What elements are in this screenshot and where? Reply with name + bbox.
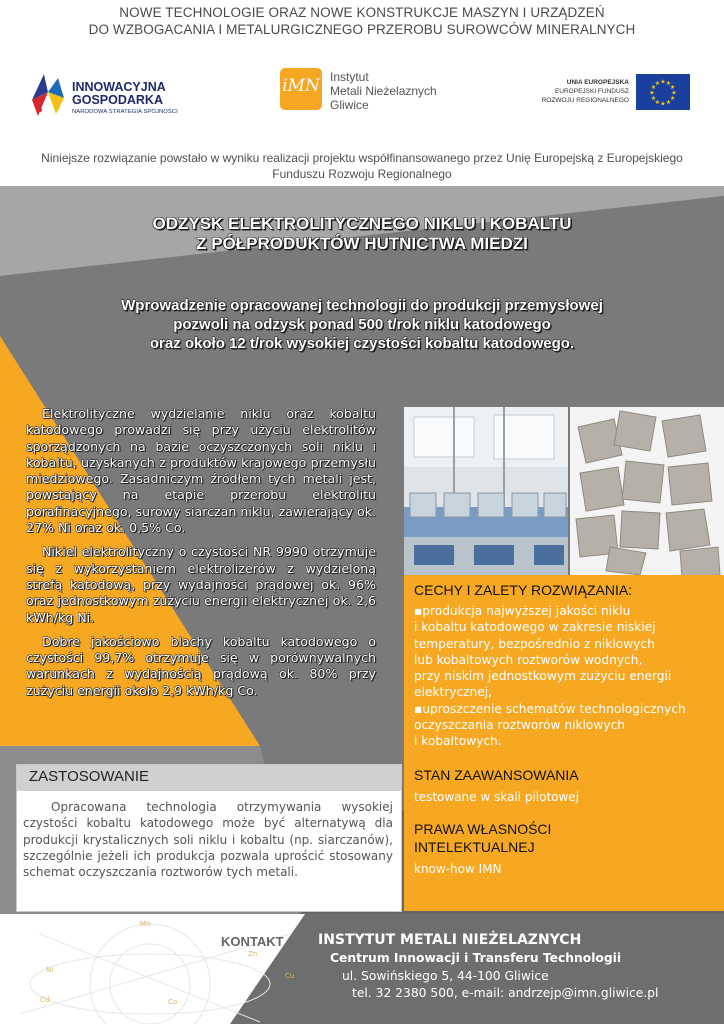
zastosowanie-box: [17, 765, 401, 911]
imn-text-line-3: Gliwice: [330, 98, 369, 112]
cofunding-note-line-2: Funduszu Rozwoju Regionalnego: [272, 167, 452, 181]
prawa-text: know-how IMN: [414, 861, 502, 876]
prawa-heading-line-1: PRAWA WŁASNOŚCI: [414, 820, 552, 837]
element-symbol: Cu: [285, 972, 295, 980]
imn-text-line-2: Metali Nieżelaznych: [330, 84, 437, 98]
process-description: [26, 406, 376, 707]
stan-text: testowane w skali pilotowej: [414, 789, 580, 804]
intro-line-2: pozwoli na odzysk ponad 500 t/rok niklu katodowego: [173, 316, 551, 333]
page-header-title: [0, 4, 724, 38]
eu-text-line-3: ROZWOJU REGIONALNEGO: [541, 97, 629, 104]
bullet-icon: ▪: [414, 701, 423, 716]
element-symbol: Cd: [40, 996, 50, 1004]
element-symbol: Mn: [140, 920, 151, 928]
element-symbol: Zn: [248, 950, 258, 958]
main-banner: [0, 186, 724, 914]
feature-1-line: produkcja najwyższej jakości niklu: [422, 604, 631, 618]
cathode-sheets-photo: [570, 407, 724, 577]
features-panel: [404, 575, 724, 911]
main-title-line-2: Z PÓŁPRODUKTÓW HUTNICTWA MIEDZI: [196, 234, 528, 253]
ig-name-line-2: GOSPODARKA: [72, 93, 163, 107]
feature-2-line: i kobaltowych.: [414, 734, 502, 749]
eu-star-icon: ★: [665, 100, 672, 107]
element-symbol: Co: [168, 998, 178, 1006]
feature-1-line: i kobaltu katodowego w zakresie niskiej: [414, 620, 656, 635]
zastosowanie-text: Opracowana technologia otrzymywania wysokiej czystości kobaltu katodowego może być alternatywą dla produkcji krystalicznych soli niklu i kobaltu (np. siarczanów), szczególnie jeżeli ich produkcja pozwala uprościć stosowany schemat oczyszczania roztworów tych metali.: [23, 800, 393, 880]
eu-star-icon: ★: [660, 101, 666, 108]
intro-line-1: Wprowadzenie opracowanej technologii do produkcji przemysłowej: [121, 297, 603, 314]
eu-star-icon: ★: [669, 96, 676, 102]
eu-star-icon: ★: [665, 80, 672, 87]
contact-footer: [0, 914, 724, 1024]
description-paragraph-2: Nikiel elektrolityczny o czystości NR 9990 otrzymuje się z wykorzystaniem elektrolizerów z wydzieloną strefą katodową, przy wydajności prądowej ok. 96% oraz jednostkowym zużyciu energii elektrycznej ok. 2,6 kWh/kg Ni.: [26, 544, 376, 625]
institute-name: INSTYTUT METALI NIEŻELAZNYCH: [318, 932, 582, 948]
prawa-heading: [414, 820, 714, 856]
main-title: [0, 214, 724, 254]
kontakt-label: KONTAKT: [221, 934, 284, 949]
electrolysis-lab-photo: [404, 407, 568, 577]
feature-item-2: [414, 701, 714, 750]
cofunding-note-line-1: Niniejsze rozwiązanie powstało w wyniku realizacji projektu współfinansowanego przez Unię Europejską z Europejskiego: [41, 151, 683, 165]
innowacyjna-gospodarka-logo: [22, 66, 202, 124]
imn-mark-text: iMN: [282, 76, 320, 96]
feature-2-line: oczyszczania roztworów niklowych: [414, 718, 625, 733]
bullet-icon: ▪: [414, 604, 423, 618]
eu-star-icon: ★: [654, 80, 661, 87]
eu-star-icon: ★: [650, 96, 657, 102]
description-paragraph-3: Dobre jakościowo blachy kobaltu katodowego o czystości 99,7% otrzymuje się w porównywalnych warunkach z wydajnością prądową ok. 80% przy zużyciu energii około 2,9 kWh/kg Co.: [26, 633, 376, 698]
feature-2-line: uproszczenie schematów technologicznych: [422, 701, 686, 716]
prawa-heading-line-2: INTELEKTUALNEJ: [414, 838, 535, 855]
address: ul. Sowińskiego 5, 44-100 Gliwice: [342, 968, 549, 983]
main-title-line-1: ODZYSK ELEKTROLITYCZNEGO NIKLU I KOBALTU: [152, 214, 572, 233]
feature-1-line: elektrycznej,: [414, 685, 493, 700]
ig-subtitle: NARODOWA STRATEGIA SPÓJNOŚCI: [72, 109, 178, 115]
eu-flag-icon: [636, 74, 690, 110]
eu-star-icon: ★: [669, 85, 676, 91]
feature-1-line: lub kobaltowych roztworów wodnych,: [414, 652, 643, 667]
contact-details: [318, 930, 658, 1003]
imn-text-line-1: Instytut: [330, 70, 369, 84]
header-title-line-2: DO WZBOGACANIA I METALURGICZNEGO PRZEROBU SUROWCÓW MINERALNYCH: [88, 22, 636, 37]
element-symbol: Ni: [46, 966, 54, 974]
eu-star-icon: ★: [660, 79, 666, 86]
imn-logo: [280, 64, 480, 122]
eu-star-icon: ★: [654, 100, 661, 107]
ig-star-icon: [28, 70, 68, 118]
imn-mark: [280, 68, 322, 110]
cofunding-note: [0, 150, 724, 182]
features-heading: CECHY I ZALETY ROZWIĄZANIA:: [414, 582, 633, 598]
description-paragraph-1: Elektrolityczne wydzielanie niklu oraz kobaltu katodowego prowadzi się przy użyciu elektrolitów sporządzonych na bazie oczyszczonych soli niklu i kobaltu, uzyskanych z produktów krajowego przemysłu miedziowego. Zasadniczym źródłem tych metali jest, powstający na etapie przerobu elektrolitu porafinacyjnego, surowy siarczan niklu, zawierający ok. 27% Ni oraz ok. 0,5% Co.: [26, 406, 376, 536]
centre-name: Centrum Innowacji i Transferu Technologii: [330, 951, 622, 965]
contact-line: tel. 32 2380 500, e-mail: andrzejp@imn.gliwice.pl: [352, 986, 659, 1000]
header-title-line-1: NOWE TECHNOLOGIE ORAZ NOWE KONSTRUKCJE MASZYN I URZĄDZEŃ: [119, 5, 605, 20]
zastosowanie-heading: ZASTOSOWANIE: [17, 765, 401, 791]
stan-heading: STAN ZAAWANSOWANIA: [414, 766, 579, 783]
feature-1-line: temperatury, bezpośrednio z niklowych: [414, 636, 655, 651]
features-list: [414, 603, 714, 750]
eu-star-icon: ★: [650, 85, 657, 91]
eu-logo: [526, 74, 696, 114]
logo-row: [0, 62, 724, 126]
eu-star-icon: ★: [671, 90, 677, 97]
eu-text-line-2: EUROPEJSKI FUNDUSZ: [554, 88, 629, 95]
feature-item-1: [414, 603, 714, 701]
ig-name-line-1: INNOWACYJNA: [72, 80, 166, 94]
eu-star-icon: ★: [649, 90, 655, 97]
eu-text-line-1: UNIA EUROPEJSKA: [566, 79, 629, 86]
feature-1-line: przy niskim jednostkowym zużyciu energii: [414, 669, 672, 684]
intro-text: [60, 296, 664, 353]
intro-line-3: oraz około 12 t/rok wysokiej czystości kobaltu katodowego.: [149, 335, 575, 352]
